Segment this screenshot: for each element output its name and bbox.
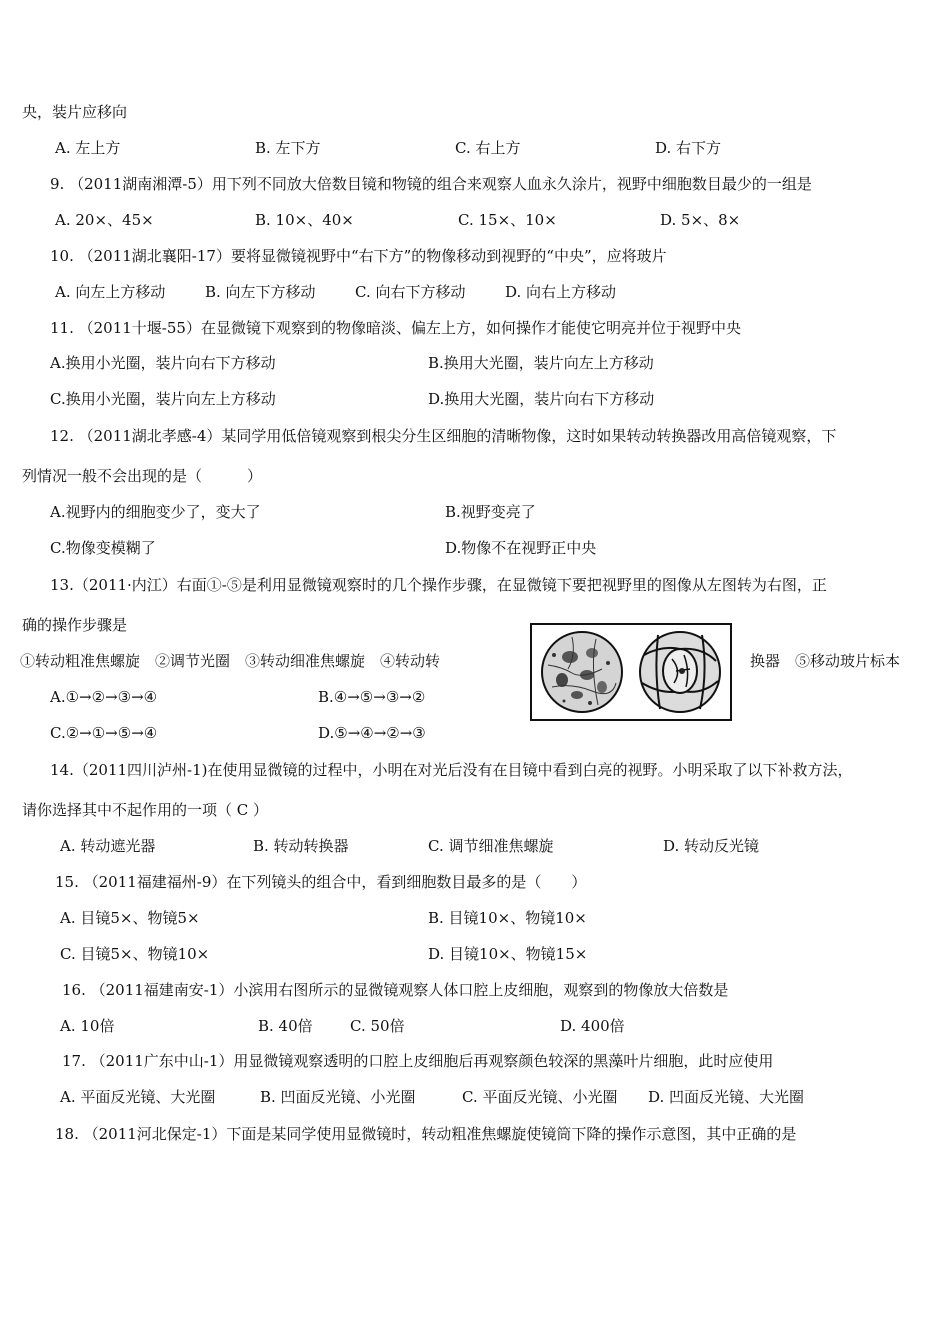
- q16-option-c: C. 50倍: [350, 1017, 405, 1035]
- q12-option-b: B.视野变亮了: [445, 503, 536, 521]
- q16-option-b: B. 40倍: [258, 1017, 313, 1035]
- q15-option-d: D. 目镜10×、物镜15×: [428, 945, 588, 963]
- q11-option-b: B.换用大光圈，装片向左上方移动: [428, 354, 654, 372]
- q11-option-c: C.换用小光圈，装片向左上方移动: [50, 390, 276, 408]
- q13-option-d: D.⑤→④→②→③: [318, 724, 426, 742]
- q15-option-b: B. 目镜10×、物镜10×: [428, 909, 587, 927]
- right-view-field: [640, 632, 720, 712]
- q9-option-d: D. 5×、8×: [660, 211, 741, 229]
- left-view-field: [542, 632, 622, 712]
- q18-stem: 18. （2011河北保定-1）下面是某同学使用显微镜时，转动粗准焦螺旋使镜筒下降的操作示意图，其中正确的是: [55, 1125, 797, 1143]
- q14-option-d: D. 转动反光镜: [663, 837, 760, 855]
- q14-stem-line2: 请你选择其中不起作用的一项（ C ）: [22, 801, 269, 819]
- q14-stem-line1: 14.（2011四川泸州-1)在使用显微镜的过程中，小明在对光后没有在目镜中看到白亮的视野。小明采取了以下补救方法，: [50, 761, 853, 779]
- q16-option-d: D. 400倍: [560, 1017, 625, 1035]
- q12-stem-line2: 列情况一般不会出现的是（ ）: [22, 467, 263, 485]
- q10-option-b: B. 向左下方移动: [205, 283, 316, 301]
- q17-option-b: B. 凹面反光镜、小光圈: [260, 1088, 416, 1106]
- q11-option-a: A.换用小光圈，装片向右下方移动: [50, 354, 276, 372]
- q8-option-c: C. 右上方: [455, 139, 521, 157]
- q15-option-c: C. 目镜5×、物镜10×: [60, 945, 210, 963]
- microscope-view-figure: [530, 623, 732, 721]
- q8-option-d: D. 右下方: [655, 139, 722, 157]
- q11-stem: 11. （2011十堰-55）在显微镜下观察到的物像暗淡、偏左上方，如何操作才能使它明亮并位于视野中央: [50, 319, 741, 337]
- q12-option-c: C.物像变模糊了: [50, 539, 156, 557]
- q13-option-a: A.①→②→③→④: [50, 688, 158, 706]
- q10-option-a: A. 向左上方移动: [55, 283, 166, 301]
- q14-option-a: A. 转动遮光器: [60, 837, 156, 855]
- microscope-view-drawing: [532, 625, 730, 719]
- q13-option-c: C.②→①→⑤→④: [50, 724, 158, 742]
- q17-option-d: D. 凹面反光镜、大光圈: [648, 1088, 805, 1106]
- q17-option-c: C. 平面反光镜、小光圈: [462, 1088, 618, 1106]
- q9-stem: 9. （2011湖南湘潭-5）用下列不同放大倍数目镜和物镜的组合来观察人血永久涂片，视野中细胞数目最少的一组是: [50, 175, 812, 193]
- q8-option-b: B. 左下方: [255, 139, 321, 157]
- q17-stem: 17. （2011广东中山-1）用显微镜观察透明的口腔上皮细胞后再观察颜色较深的黑藻叶片细胞，此时应使用: [62, 1052, 774, 1070]
- q8-option-a: A. 左上方: [55, 139, 121, 157]
- q13-steps-right: 换器 ⑤移动玻片标本: [750, 652, 901, 670]
- q9-option-a: A. 20×、45×: [55, 211, 154, 229]
- q14-option-b: B. 转动转换器: [253, 837, 349, 855]
- q10-stem: 10. （2011湖北襄阳-17）要将显微镜视野中“右下方”的物像移动到视野的“中央”，应将玻片: [50, 247, 667, 265]
- q12-option-a: A.视野内的细胞变少了，变大了: [50, 503, 261, 521]
- q13-stem-line2: 确的操作步骤是: [22, 616, 128, 634]
- q13-stem-line1: 13.（2011·内江）右面①-⑤是利用显微镜观察时的几个操作步骤，在显微镜下要把视野里的图像从左图转为右图，正: [50, 576, 827, 594]
- q13-steps-left: ①转动粗准焦螺旋 ②调节光圈 ③转动细准焦螺旋 ④转动转: [20, 652, 441, 670]
- q10-option-d: D. 向右上方移动: [505, 283, 617, 301]
- q13-option-b: B.④→⑤→③→②: [318, 688, 426, 706]
- intro-line: 央，装片应移向: [22, 103, 128, 121]
- q10-option-c: C. 向右下方移动: [355, 283, 466, 301]
- q12-option-d: D.物像不在视野正中央: [445, 539, 597, 557]
- q12-stem-line1: 12. （2011湖北孝感-4）某同学用低倍镜观察到根尖分生区细胞的清晰物像，这时如果转动转换器改用高倍镜观察，下: [50, 427, 837, 445]
- q17-option-a: A. 平面反光镜、大光圈: [60, 1088, 216, 1106]
- q15-stem: 15. （2011福建福州-9）在下列镜头的组合中，看到细胞数目最多的是（ ）: [55, 873, 587, 891]
- q11-option-d: D.换用大光圈，装片向右下方移动: [428, 390, 655, 408]
- q9-option-c: C. 15×、10×: [458, 211, 557, 229]
- q16-option-a: A. 10倍: [60, 1017, 115, 1035]
- q14-option-c: C. 调节细准焦螺旋: [428, 837, 554, 855]
- q16-stem: 16. （2011福建南安-1）小滨用右图所示的显微镜观察人体口腔上皮细胞，观察到的物像放大倍数是: [62, 981, 729, 999]
- q15-option-a: A. 目镜5×、物镜5×: [60, 909, 200, 927]
- q9-option-b: B. 10×、40×: [255, 211, 354, 229]
